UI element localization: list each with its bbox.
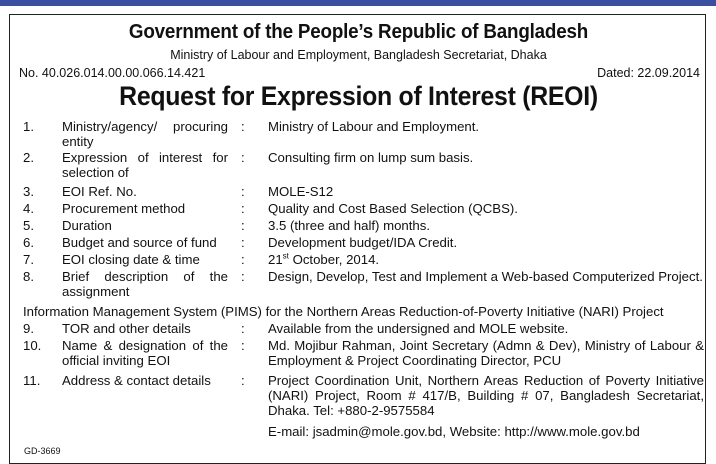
item-value: 3.5 (three and half) months. <box>268 218 431 233</box>
footer-code: GD-3669 <box>24 446 61 456</box>
item-value: Consulting firm on lump sum basis. <box>268 150 474 165</box>
government-heading: Government of the People’s Republic of Bangladesh <box>128 21 589 43</box>
item-value: Md. Mojibur Rahman, Joint Secretary (Admn & Dev), Ministry of Labour & Employment & Project Coordinating Director, PCU <box>268 338 704 368</box>
item-colon: : <box>241 338 245 353</box>
item-label: Ministry/agency/ procuring entity <box>62 119 228 149</box>
item-colon: : <box>241 218 245 233</box>
item-number: 10. <box>23 338 42 353</box>
item-colon: : <box>241 184 245 199</box>
item-number: 1. <box>23 119 34 134</box>
item-value: Ministry of Labour and Employment. <box>268 119 480 134</box>
notice-title: Request for Expression of Interest (REOI) <box>119 81 598 111</box>
item-number: 4. <box>23 201 34 216</box>
item-label: Brief description of the assignment <box>62 269 228 299</box>
closing-day: 21 <box>268 252 283 267</box>
item-colon: : <box>241 269 245 284</box>
item-label: Expression of interest for selection of <box>62 150 228 180</box>
item-value: Development budget/IDA Credit. <box>268 235 458 250</box>
top-color-bar <box>0 0 716 6</box>
item-value: Quality and Cost Based Selection (QCBS). <box>268 201 518 216</box>
item-value: Design, Develop, Test and Implement a Web-based Computerized Project. <box>268 269 703 284</box>
item-number: 2. <box>23 150 34 165</box>
item-number: 5. <box>23 218 34 233</box>
item-label: Duration <box>62 218 112 233</box>
item-colon: : <box>241 321 245 336</box>
item-label: EOI closing date & time <box>62 252 200 267</box>
item-colon: : <box>241 201 245 216</box>
item-colon: : <box>241 373 245 388</box>
reoi-notice: Government of the People’s Republic of Bangladesh Ministry of Labour and Employment, Bangladesh Secretariat, Dhaka No. 40.026.014.00.00.066.14.421 Dated: 22.09.2014 Request for Expression of Interest (REOI) 1. Ministry/agency/ procuring entity : Ministry of Labour and Employment. 2. Expression of interest for selection of : Consulting firm on lump sum basis. 3. EOI Ref. No. : MOLE-S12 4. Procurement method : Quality and Cost Based Selection (QCBS). 5. Duration : 3.5 (three and half) months. 6. Budget and source of fund : Development budget/IDA Credit. 7. EOI closing date & time : 21st October, 2014. 8. Brief description of the assignment : Design, Develop, Test and Implement a Web-based Computerized Project. Information Management System (PIMS) for the Northern Areas Reduction-of-Poverty Initiative (NARI) Project 9. TOR and other details : Available from the undersigned and MOLE website. 10. Name & designation of the official inviting EOI : Md. Mojibur Rahman, Joint Secretary (Admn & Dev), Ministry of Labour & Employment & Project Coordinating Director, PCU 11. Address & contact details : Project Coordination Unit, Northern Areas Reduction of Poverty Initiative (NARI) Project, Room # 417/B, Building # 07, Bangladesh Secretariat, Dhaka. Tel: +880-2-9575584 E-mail: jsadmin@mole.gov.bd, Website: http://www.mole.gov.bd GD-3669 <box>9 14 706 464</box>
item-number: 9. <box>23 321 34 336</box>
item-colon: : <box>241 119 245 134</box>
item-colon: : <box>241 150 245 165</box>
closing-month-year: October, 2014. <box>288 252 380 267</box>
item-value: Project Coordination Unit, Northern Areas Reduction of Poverty Initiative (NARI) Project, Room # 417/B, Building # 07, Bangladesh Secretariat, Dhaka. Tel: +880-2-9575584 <box>268 373 704 418</box>
item-number: 11. <box>23 373 41 388</box>
item-colon: : <box>241 235 245 250</box>
contact-email: E-mail: jsadmin@mole.gov.bd, Website: http://www.mole.gov.bd <box>268 424 640 439</box>
item-value: MOLE-S12 <box>268 184 334 199</box>
item-label: Address & contact details <box>62 373 211 388</box>
item-number: 6. <box>23 235 34 250</box>
item-number: 7. <box>23 252 34 267</box>
item-colon: : <box>241 252 245 267</box>
day-suffix: st <box>282 251 289 261</box>
item-number: 8. <box>23 269 34 284</box>
item-label: TOR and other details <box>62 321 191 336</box>
item-label: EOI Ref. No. <box>62 184 137 199</box>
item-label: Name & designation of the official inviting EOI <box>62 338 228 368</box>
dated: Dated: 22.09.2014 <box>597 66 700 80</box>
item-number: 3. <box>23 184 34 199</box>
item-label: Budget and source of fund <box>62 235 217 250</box>
item-label: Procurement method <box>62 201 186 216</box>
item-value: Available from the undersigned and MOLE website. <box>268 321 569 336</box>
item-value <box>268 252 704 267</box>
reference-number: No. 40.026.014.00.00.066.14.421 <box>19 66 206 80</box>
ministry-subheading: Ministry of Labour and Employment, Bangladesh Secretariat, Dhaka <box>170 48 547 62</box>
